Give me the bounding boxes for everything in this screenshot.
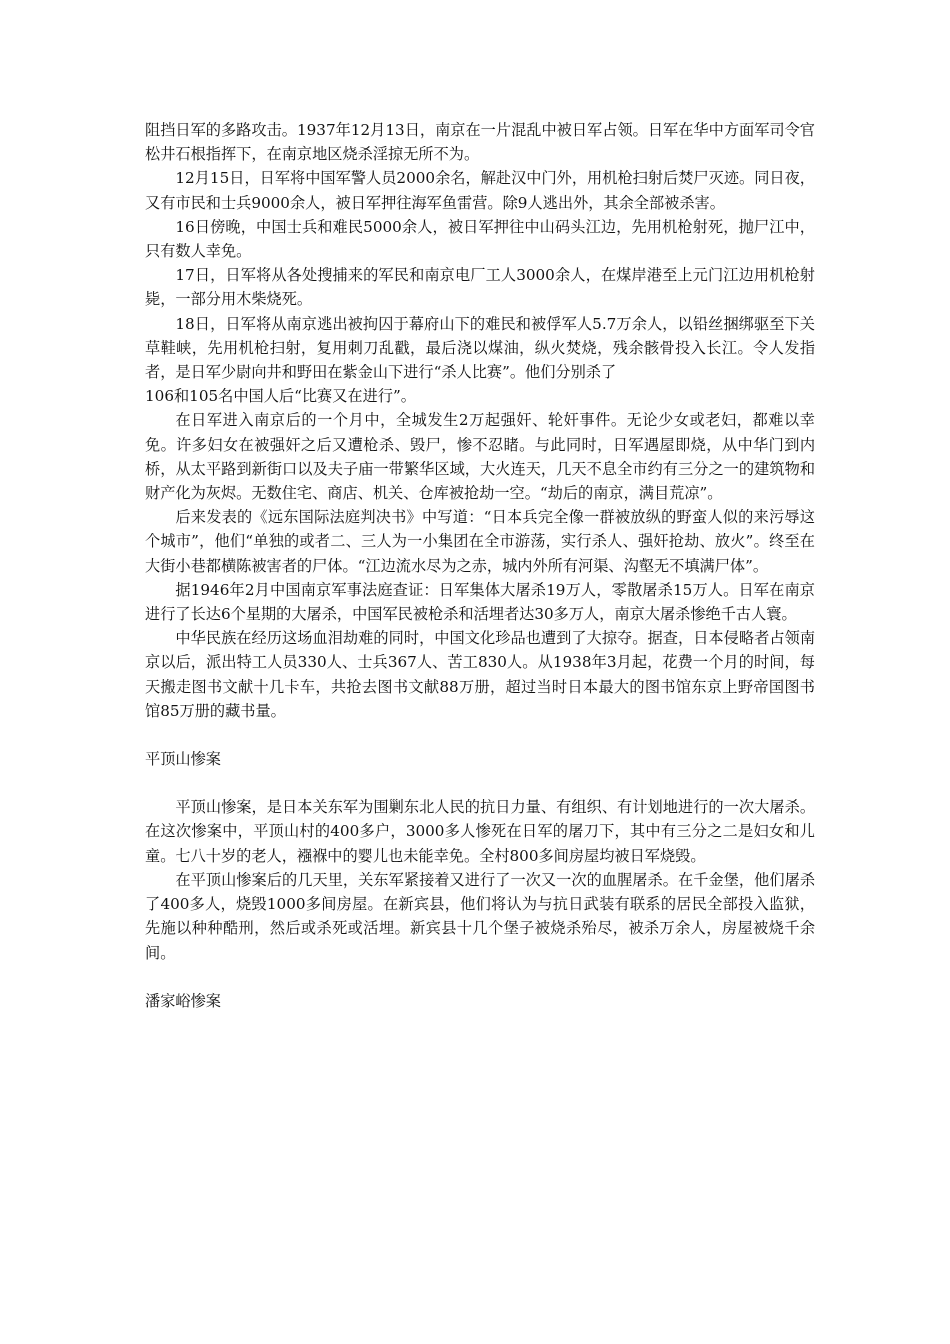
section-heading-panjiayu: 潘家峪惨案 [145,991,221,1010]
paragraph: 16日傍晚，中国士兵和难民5000余人，被日军押往中山码头江边，先用机枪射死，抛尸江中，只有数人幸免。 [145,217,815,261]
paragraph: 阻挡日军的多路攻击。1937年12月13日，南京在一片混乱中被日军占领。日军在华中方面军司令官松井石根指挥下，在南京地区烧杀淫掠无所不为。 [145,121,815,164]
paragraph: 18日，日军将从南京逃出被拘囚于幕府山下的难民和被俘军人5.7万余人，以铅丝捆绑驱至下关草鞋峡，先用机枪扫射，复用刺刀乱戳，最后浇以煤油，纵火焚烧，残余骸骨投入长江。令人发指者，是日军少尉向井和野田在紫金山下进行“杀人比赛”。他们分别杀了 [145,314,815,382]
paragraph: 平顶山惨案，是日本关东军为围剿东北人民的抗日力量、有组织、有计划地进行的一次大屠杀。在这次惨案中，平顶山村的400多户，3000多人惨死在日军的屠刀下，其中有三分之二是妇女和儿童。七八十岁的老人，襁褓中的婴儿也未能幸免。全村800多间房屋均被日军烧毁。 [145,798,815,865]
paragraph: 17日，日军将从各处搜捕来的军民和南京电厂工人3000余人，在煤岸港至上元门江边用机枪射毙，一部分用木柴烧死。 [145,266,815,309]
paragraph: 在日军进入南京后的一个月中，全城发生2万起强奸、轮奸事件。无论少女或老妇，都难以幸免。许多妇女在被强奸之后又遭枪杀、毁尸，惨不忍睹。与此同时，日军遇屋即烧，从中华门到内桥，从太平路到新街口以及夫子庙一带繁华区域，大火连天，几天不息全市约有三分之一的建筑物和财产化为灰烬。无数住宅、商店、机关、仓库被抢劫一空。“劫后的南京，满目荒凉”。 [145,411,815,503]
document-body [145,118,815,1013]
paragraph: 中华民族在经历这场血泪劫难的同时，中国文化珍品也遭到了大掠夺。据查，日本侵略者占领南京以后，派出特工人员330人、士兵367人、苦工830人。从1938年3月起，花费一个月的时间，每天搬走图书文献十几卡车，共抢去图书文献88万册，超过当时日本最大的图书馆东京上野帝国图书馆85万册的藏书量。 [145,629,815,720]
paragraph: 在平顶山惨案后的几天里，关东军紧接着又进行了一次又一次的血腥屠杀。在千金堡，他们屠杀了400多人，烧毁1000多间房屋。在新宾县，他们将认为与抗日武装有联系的居民全部投入监狱，先施以种种酷刑，然后或杀死或活埋。新宾县十几个堡子被烧杀殆尽，被杀万余人，房屋被烧千余间。 [145,870,815,962]
section-heading-pingdingshan: 平顶山惨案 [145,750,221,769]
paragraph: 12月15日，日军将中国军警人员2000余名，解赴汉中门外，用机枪扫射后焚尸灭迹。同日夜，又有市民和士兵9000余人，被日军押往海军鱼雷营。除9人逃出外，其余全部被杀害。 [145,169,815,212]
paragraph: 据1946年2月中国南京军事法庭查证：日军集体大屠杀19万人，零散屠杀15万人。日军在南京进行了长达6个星期的大屠杀，中国军民被枪杀和活埋者达30多万人，南京大屠杀惨绝千古人寰。 [145,580,815,624]
paragraph: 106和105名中国人后“比赛又在进行”。 [145,387,416,406]
paragraph: 后来发表的《远东国际法庭判决书》中写道：“日本兵完全像一群被放纵的野蛮人似的来污辱这个城市”，他们“单独的或者二、三人为一小集团在全市游荡，实行杀人、强奸抢劫、放火”。终至在大街小巷都横陈被害者的尸体。“江边流水尽为之赤，城内外所有河渠、沟壑无不填满尸体”。 [145,508,815,575]
